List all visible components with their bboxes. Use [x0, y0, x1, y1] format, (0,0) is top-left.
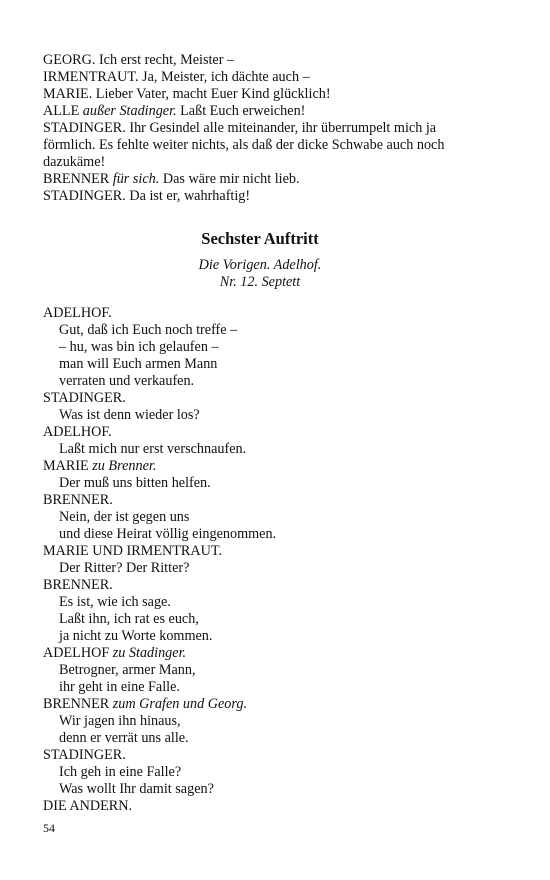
line-text: MARIE. Lieber Vater, macht Euer Kind glücklich!	[43, 86, 331, 102]
dialogue-line	[43, 526, 483, 543]
line-text: MARIE	[43, 458, 93, 474]
line-text: Nein, der ist gegen uns	[59, 509, 190, 525]
intro-line	[43, 52, 483, 69]
dialogue-line	[43, 441, 483, 458]
line-text: DIE ANDERN.	[43, 798, 133, 814]
intro-line	[43, 103, 483, 120]
dialogue-line	[43, 594, 483, 611]
dialogue-line	[43, 577, 483, 594]
dialogue-line	[43, 373, 483, 390]
line-text: Was wollt Ihr damit sagen?	[59, 781, 214, 797]
dialogue-line	[43, 509, 483, 526]
stage-direction: für sich.	[112, 171, 160, 187]
intro-text	[43, 52, 483, 205]
line-text: Laßt mich nur erst verschnaufen.	[59, 441, 247, 457]
dialogue-line	[43, 628, 483, 645]
line-text: Gut, daß ich Euch noch treffe –	[59, 322, 238, 338]
line-text: Der Ritter? Der Ritter?	[59, 560, 190, 576]
line-text: ALLE	[43, 103, 83, 119]
dialogue-line	[43, 781, 483, 798]
dialogue-line	[43, 407, 483, 424]
line-text: förmlich. Es fehlte weiter nichts, als daß der dicke Schwabe auch noch	[43, 137, 445, 153]
line-text: ADELHOF.	[43, 305, 112, 321]
intro-line	[43, 188, 483, 205]
line-text: ADELHOF	[43, 645, 113, 661]
intro-line	[43, 171, 483, 188]
line-text: und diese Heirat völlig eingenommen.	[59, 526, 277, 542]
stage-direction: außer Stadinger.	[82, 103, 177, 119]
dialogue-line	[43, 560, 483, 577]
dialogue-line	[43, 356, 483, 373]
dialogue-line	[43, 662, 483, 679]
dialogue-line	[43, 730, 483, 747]
dialogue-line	[43, 696, 483, 713]
line-text: Ich geh in eine Falle?	[59, 764, 182, 780]
line-text: Das wäre mir nicht lieb.	[159, 171, 300, 187]
page-number: 54	[43, 821, 55, 835]
dialogue-line	[43, 679, 483, 696]
line-text: ADELHOF.	[43, 424, 112, 440]
line-text: BRENNER	[43, 171, 113, 187]
line-text: BRENNER	[43, 696, 113, 712]
dialogue	[43, 305, 483, 815]
line-text: ja nicht zu Worte kommen.	[59, 628, 213, 644]
line-text: Betrogner, armer Mann,	[59, 662, 196, 678]
line-text: STADINGER.	[43, 747, 126, 763]
page-body	[43, 52, 483, 815]
dialogue-line	[43, 764, 483, 781]
dialogue-line	[43, 798, 483, 815]
dialogue-line	[43, 543, 483, 560]
dialogue-line	[43, 390, 483, 407]
line-text: man will Euch armen Mann	[59, 356, 218, 372]
line-text: – hu, was bin ich gelaufen –	[59, 339, 219, 355]
dialogue-line	[43, 475, 483, 492]
line-text: MARIE UND IRMENTRAUT.	[43, 543, 223, 559]
dialogue-line	[43, 492, 483, 509]
line-text: denn er verrät uns alle.	[59, 730, 189, 746]
dialogue-line	[43, 322, 483, 339]
line-text: Der muß uns bitten helfen.	[59, 475, 211, 491]
line-text: verraten und verkaufen.	[59, 373, 195, 389]
stage-direction: zu Stadinger.	[112, 645, 187, 661]
line-text: Laßt Euch erweichen!	[176, 103, 306, 119]
line-text: BRENNER.	[43, 577, 113, 593]
dialogue-line	[43, 645, 483, 662]
intro-line	[43, 137, 483, 154]
intro-line	[43, 86, 483, 103]
dialogue-line	[43, 305, 483, 322]
intro-line	[43, 120, 483, 137]
dialogue-line	[43, 611, 483, 628]
dialogue-line	[43, 339, 483, 356]
line-text: IRMENTRAUT. Ja, Meister, ich dächte auch –	[43, 69, 310, 85]
line-text: Was ist denn wieder los?	[59, 407, 200, 423]
scene-cast: Die Vorigen. Adelhof.	[198, 257, 322, 273]
line-text: BRENNER.	[43, 492, 113, 508]
line-text: ihr geht in eine Falle.	[59, 679, 180, 695]
line-text: Laßt ihn, ich rat es euch,	[59, 611, 199, 627]
intro-line	[43, 154, 483, 171]
dialogue-line	[43, 747, 483, 764]
dialogue-line	[43, 713, 483, 730]
scene-title: Sechster Auftritt	[201, 229, 319, 248]
scene-number: Nr. 12. Septett	[219, 274, 301, 290]
dialogue-line	[43, 424, 483, 441]
line-text: dazukäme!	[43, 154, 106, 170]
line-text: Wir jagen ihn hinaus,	[59, 713, 181, 729]
line-text: STADINGER. Ihr Gesindel alle miteinander, ihr überrumpelt mich ja	[43, 120, 437, 136]
stage-direction: zu Brenner.	[92, 458, 157, 474]
line-text: STADINGER.	[43, 390, 126, 406]
line-text: GEORG. Ich erst recht, Meister –	[43, 52, 235, 68]
line-text: STADINGER. Da ist er, wahrhaftig!	[43, 188, 251, 204]
intro-line	[43, 69, 483, 86]
line-text: Es ist, wie ich sage.	[59, 594, 171, 610]
dialogue-line	[43, 458, 483, 475]
stage-direction: zum Grafen und Georg.	[112, 696, 248, 712]
